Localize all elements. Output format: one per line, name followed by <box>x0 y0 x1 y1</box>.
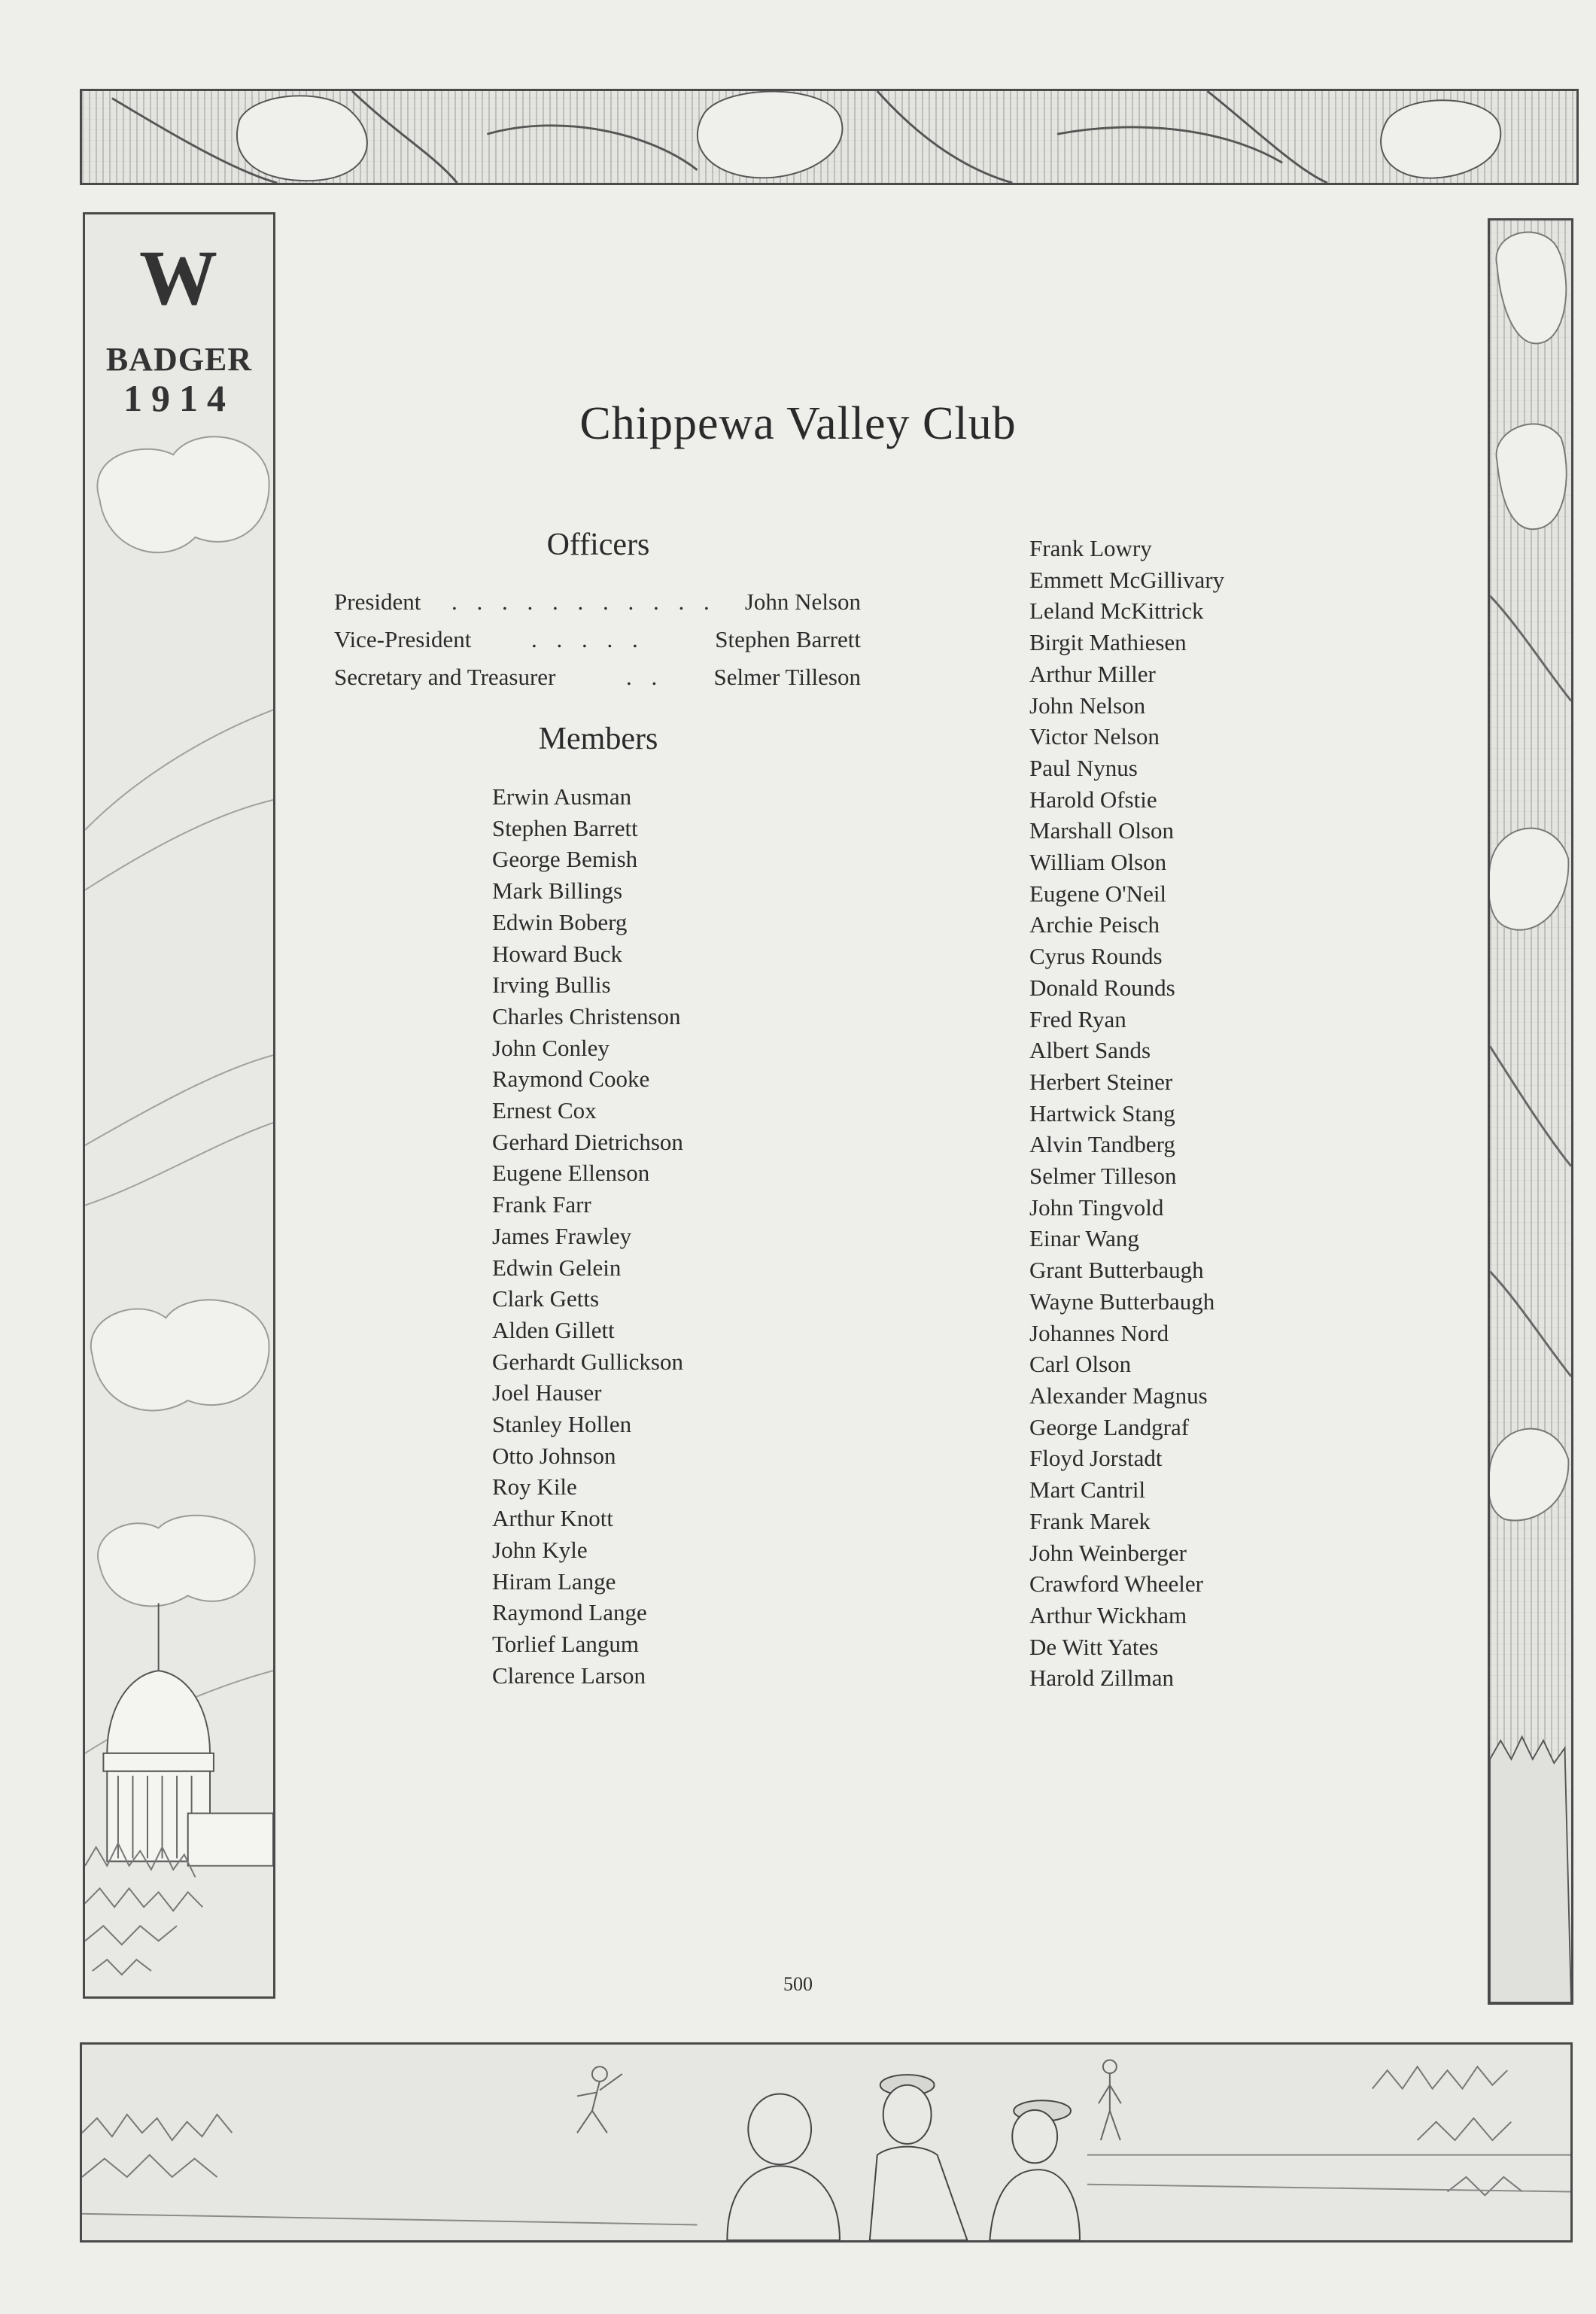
capitol-dome-icon <box>103 1603 273 1865</box>
member-name: Joel Hauser <box>492 1379 602 1406</box>
member-name: Donald Rounds <box>1029 974 1175 1001</box>
member-name: Cyrus Rounds <box>1029 943 1163 970</box>
member-name: Edwin Boberg <box>492 908 628 935</box>
member-name: George Landgraf <box>1029 1413 1190 1440</box>
officer-role: President <box>334 588 421 615</box>
member-name: Eugene Ellenson <box>492 1160 650 1187</box>
vine-ornament-top <box>82 91 1576 183</box>
member-name: Clark Getts <box>492 1285 600 1312</box>
tree-foliage-icon <box>85 1844 202 1975</box>
left-decorative-border <box>83 212 275 1999</box>
officer-role: Secretary and Treasurer <box>334 664 556 690</box>
member-name: Irving Bullis <box>492 972 611 999</box>
member-name: Alden Gillett <box>492 1316 615 1343</box>
member-name: Howard Buck <box>492 940 623 967</box>
member-name: Albert Sands <box>1029 1037 1151 1064</box>
member-name: Gerhardt Gullickson <box>492 1348 683 1375</box>
member-name: Victor Nelson <box>1029 723 1160 750</box>
member-name: Torlief Langum <box>492 1630 639 1657</box>
member-name: Raymond Lange <box>492 1599 647 1626</box>
member-name: Archie Peisch <box>1029 911 1160 938</box>
member-name: John Weinberger <box>1029 1539 1187 1566</box>
member-name: Leland McKittrick <box>1029 598 1204 625</box>
member-name: Hiram Lange <box>492 1567 616 1595</box>
bottom-illustration-border <box>80 2042 1573 2243</box>
member-name: Mark Billings <box>492 877 623 905</box>
member-name: Ernest Cox <box>492 1097 597 1124</box>
cloud-ornament-left <box>85 214 273 1996</box>
member-name: Frank Marek <box>1029 1507 1151 1534</box>
member-name: Arthur Wickham <box>1029 1601 1187 1628</box>
leader-dots: . . <box>626 664 664 690</box>
member-name: Alexander Magnus <box>1029 1382 1208 1409</box>
member-name: Stanley Hollen <box>492 1411 632 1438</box>
right-decorative-border <box>1488 218 1573 2005</box>
students-group-icon <box>727 2075 1080 2240</box>
member-name: Grant Butterbaugh <box>1029 1257 1204 1284</box>
member-name: John Kyle <box>492 1536 588 1563</box>
member-name: Gerhard Dietrichson <box>492 1128 683 1155</box>
campus-scene-illustration <box>82 2045 1570 2240</box>
member-name: Marshall Olson <box>1029 817 1175 844</box>
member-name: Paul Nynus <box>1029 754 1138 781</box>
members-heading: Members <box>538 722 658 756</box>
officer-role: Vice-President <box>334 626 472 652</box>
member-name: Stephen Barrett <box>492 814 638 841</box>
member-name: Emmett McGillivary <box>1029 566 1225 593</box>
cloud-ornament-right <box>1490 220 1571 2002</box>
member-name: Alvin Tandberg <box>1029 1131 1175 1158</box>
member-name: Carl Olson <box>1029 1351 1132 1378</box>
officer-name: Stephen Barrett <box>715 626 861 652</box>
badger-1914-masthead <box>85 237 273 418</box>
member-name: Floyd Jorstadt <box>1029 1445 1163 1472</box>
masthead-year: 1914 <box>123 377 235 419</box>
officer-row-secretary-treasurer <box>334 664 861 701</box>
officer-name: Selmer Tilleson <box>713 664 861 690</box>
member-name: De Witt Yates <box>1029 1633 1159 1660</box>
member-name: Raymond Cooke <box>492 1066 650 1093</box>
member-name: Crawford Wheeler <box>1029 1571 1203 1598</box>
member-name: William Olson <box>1029 849 1167 876</box>
member-name: Fred Ryan <box>1029 1005 1126 1032</box>
member-name: Frank Lowry <box>1029 535 1152 561</box>
member-name: John Tingvold <box>1029 1193 1164 1221</box>
officer-row-vice-president <box>334 626 861 664</box>
officer-row-president <box>334 588 861 626</box>
member-name: Johannes Nord <box>1029 1319 1169 1346</box>
member-name: Einar Wang <box>1029 1225 1139 1252</box>
masthead-letter: W <box>139 235 219 321</box>
leader-dots: . . . . . <box>531 626 645 652</box>
member-name: Harold Ofstie <box>1029 786 1157 813</box>
leader-dots: . . . . . . . . . . . <box>451 588 716 615</box>
member-name: Arthur Knott <box>492 1505 614 1532</box>
page-title: Chippewa Valley Club <box>579 398 1017 449</box>
tree-foliage-icon <box>1490 1737 1571 2002</box>
officers-heading: Officers <box>546 528 650 562</box>
member-name: Frank Farr <box>492 1191 591 1218</box>
top-decorative-border <box>80 89 1579 185</box>
member-name: Arthur Miller <box>1029 660 1156 687</box>
member-name: Birgit Mathiesen <box>1029 629 1187 656</box>
member-name: Charles Christenson <box>492 1002 681 1029</box>
member-name: John Nelson <box>1029 692 1146 719</box>
member-name: Herbert Steiner <box>1029 1068 1173 1095</box>
members-list-right <box>1029 533 1224 1694</box>
member-name: Clarence Larson <box>492 1662 646 1689</box>
page-number: 500 <box>783 1973 813 1995</box>
member-name: Wayne Butterbaugh <box>1029 1288 1215 1315</box>
members-list-left <box>492 781 683 1691</box>
member-name: Hartwick Stang <box>1029 1099 1175 1127</box>
member-name: Edwin Gelein <box>492 1254 622 1281</box>
member-name: James Frawley <box>492 1222 632 1249</box>
masthead-name: BADGER <box>105 341 253 378</box>
member-name: Eugene O'Neil <box>1029 880 1167 907</box>
member-name: George Bemish <box>492 846 638 873</box>
member-name: John Conley <box>492 1034 610 1061</box>
member-name: Selmer Tilleson <box>1029 1163 1177 1190</box>
member-name: Mart Cantril <box>1029 1476 1146 1504</box>
officer-name: John Nelson <box>744 588 861 615</box>
member-name: Harold Zillman <box>1029 1665 1174 1692</box>
member-name: Erwin Ausman <box>492 783 632 810</box>
member-name: Otto Johnson <box>492 1442 616 1469</box>
member-name: Roy Kile <box>492 1473 577 1501</box>
